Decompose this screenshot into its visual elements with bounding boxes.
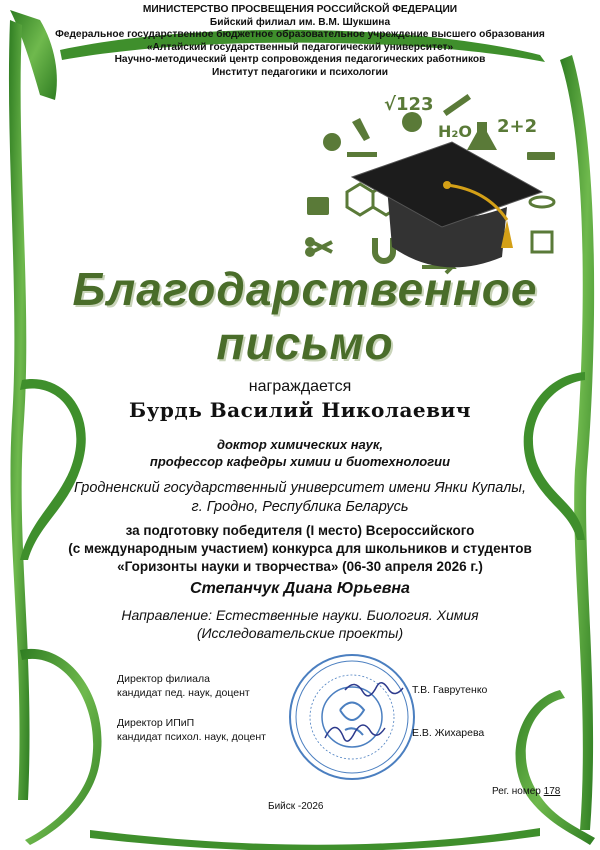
signature-1 [345,683,403,696]
cube-icon [532,232,552,252]
signatory-1-name: Т.В. Гаврутенко [412,684,488,696]
awarded-label: награждается [248,378,352,395]
reason-line-2: (с международным участием) конкурса для школьников и студентов [68,541,532,556]
ruler-icon [527,152,555,160]
ribbon-bottom [90,828,540,850]
registration-value: 178 [543,786,561,797]
direction-block [0,606,600,642]
registration-number [492,786,560,797]
header-branch: Бийский филиал им. В.М. Шукшина [209,16,391,28]
title-line-1: Благодарственное [72,263,538,315]
degree-line-2: профессор кафедры химии и биотехнологии [149,454,451,469]
microscope-icon [347,118,377,157]
header-institution-type: Федеральное государственное бюджетное образовательное учреждение высшего образования [55,29,545,41]
recipient-degree [0,436,600,470]
title-line-2: письмо [216,317,394,369]
recipient-name: Бурдь Василий Николаевич [128,398,472,422]
direction-line-2: (Исследовательские проекты) [196,625,404,641]
h2o-icon: H₂O [438,122,472,141]
signatory-2-title [117,716,266,744]
degree-line-1: доктор химических наук, [216,437,384,452]
education-collage [292,82,582,292]
reason-line-1: за подготовку победителя (I место) Всероссийского [125,523,475,538]
university-line-1: Гродненский государственный университет имени Янки Купалы, [74,480,526,496]
header-university: «Алтайский государственный педагогический университет» [146,41,454,53]
university-line-2: г. Гродно, Республика Беларусь [191,499,409,515]
student-name: Степанчук Диана Юрьевна [190,580,410,597]
recipient-university [0,479,600,517]
header-institute: Институт педагогики и психологии [211,66,389,78]
header-block [0,4,600,80]
signatory-1-title [117,672,250,700]
book-icon [307,197,329,215]
atom-icon [530,197,554,207]
signature-2 [325,725,385,741]
document-title [55,262,555,370]
math-icon: 2+2 [497,116,538,137]
city-year: Бийск -2026 [268,801,324,812]
formula-icon: √123 [384,94,434,115]
scissors-icon [312,242,332,252]
bubble-icon [323,133,341,151]
signatory-2-name: Е.В. Жихарева [412,727,485,739]
official-stamp [285,650,420,785]
globe-icon [402,112,422,132]
award-reason [0,522,600,576]
signatory-2-degree: кандидат психол. наук, доцент [117,731,266,743]
direction-line-1: Направление: Естественные науки. Биология. Химия [121,607,479,623]
graduation-cap-icon [352,142,542,267]
header-center: Научно-методический центр сопровождения педагогических работников [114,54,486,66]
pencil-icon [443,94,471,116]
header-ministry: МИНИСТЕРСТВО ПРОСВЕЩЕНИЯ РОССИЙСКОЙ ФЕДЕРАЦИИ [142,4,458,15]
registration-label: Рег. номер [492,786,541,797]
signatory-1-position: Директор филиала [117,673,210,685]
reason-line-3: «Горизонты науки и творчества» (06-30 апреля 2026 г.) [117,559,483,574]
ribbon-bottom-left [20,649,102,845]
signatory-2-position: Директор ИПиП [117,717,195,729]
signatory-1-degree: кандидат пед. наук, доцент [117,687,250,699]
